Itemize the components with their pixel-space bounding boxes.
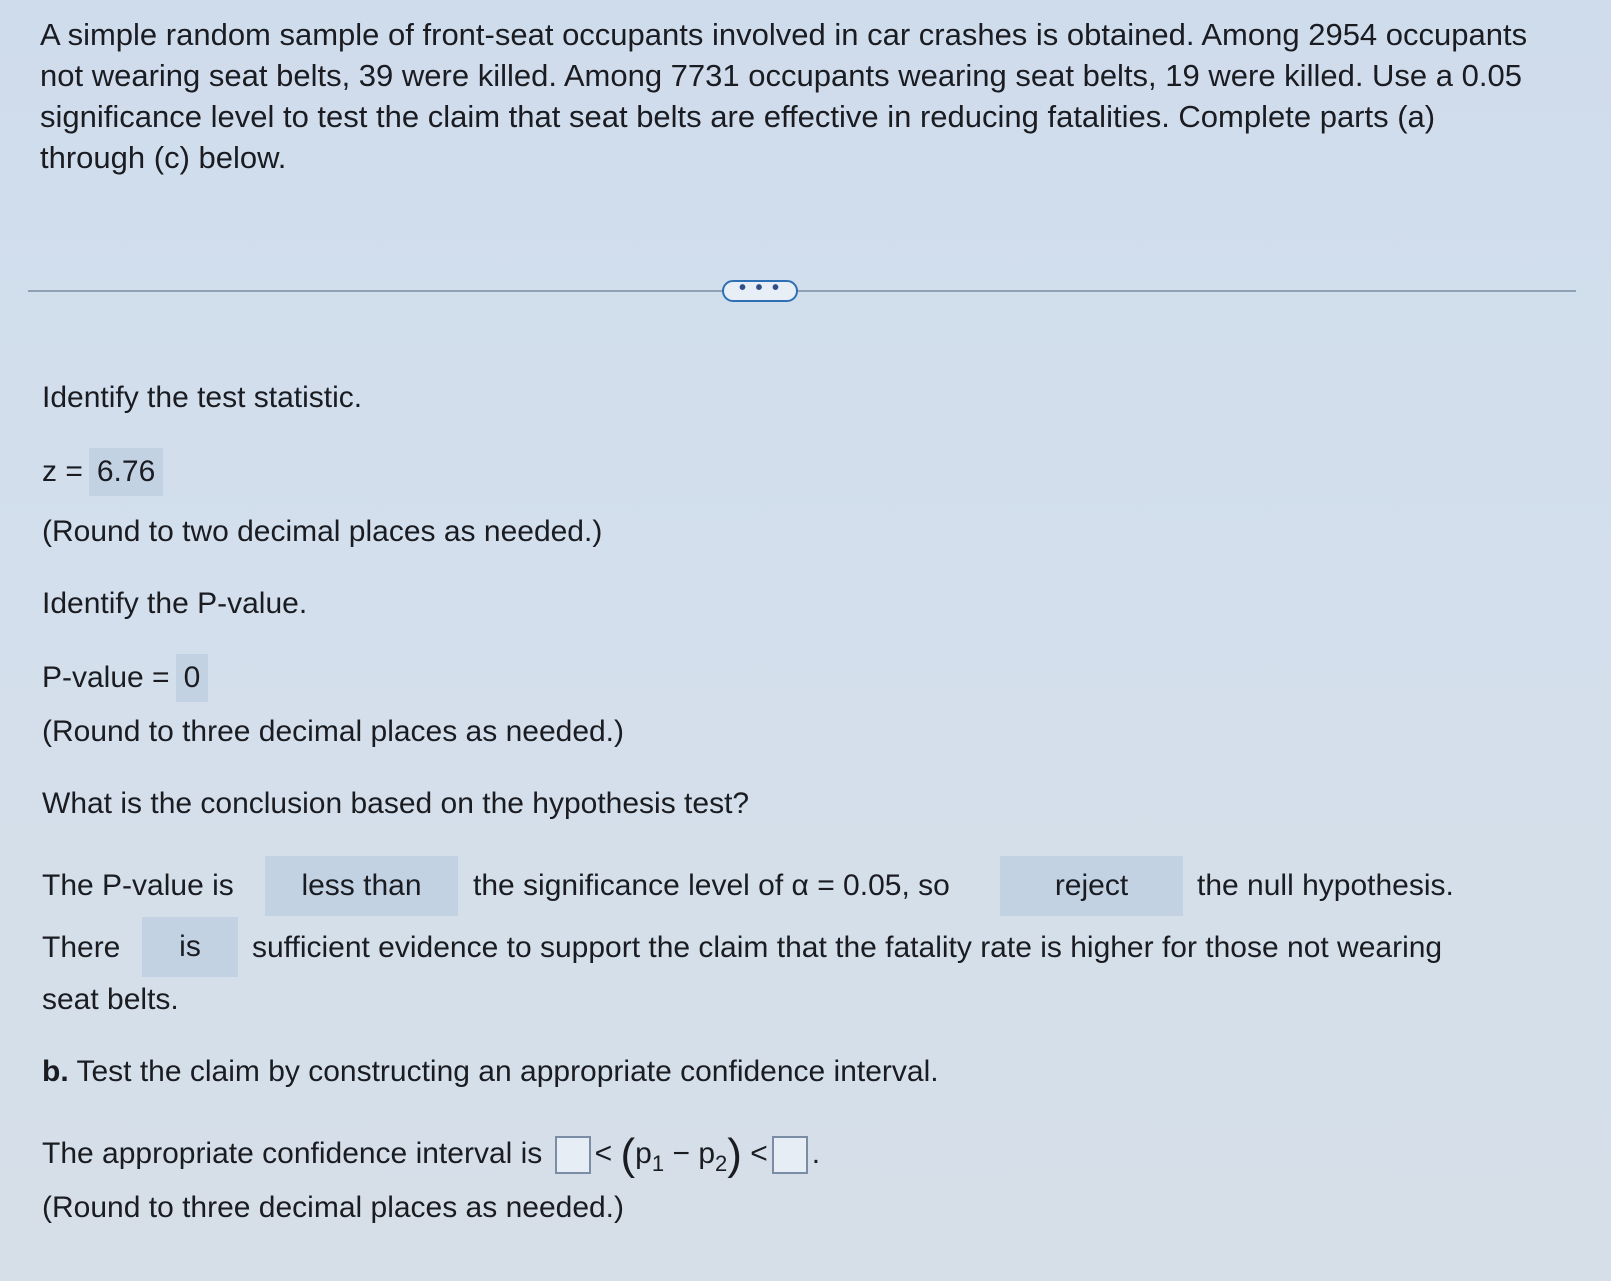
- ci-paren-open: (: [620, 1130, 636, 1179]
- p-value-answer-field[interactable]: 0: [176, 654, 209, 702]
- show-more-button[interactable]: • • •: [722, 280, 798, 302]
- test-statistic-prompt: Identify the test statistic.: [42, 381, 363, 414]
- ci-p2: p: [698, 1137, 716, 1170]
- confidence-interval-row: The appropriate confidence interval is < $(p_1 - p_2)$ < .: [42, 1130, 821, 1179]
- z-answer-field[interactable]: 6.76: [89, 448, 163, 496]
- decision-dropdown[interactable]: reject: [1000, 856, 1183, 916]
- evidence-dropdown[interactable]: is: [142, 917, 238, 977]
- conclusion-text-2: the significance level of α = 0.05, so: [473, 869, 950, 902]
- conclusion-text-5: sufficient evidence to support the claim that the fatality rate is higher for those not wearing: [252, 931, 1443, 964]
- conclusion-text-4: There: [42, 931, 121, 964]
- conclusion-text-1: The P-value is: [42, 869, 234, 902]
- ci-lt-1: <: [594, 1137, 613, 1170]
- part-b-prompt: Test the claim by constructing an appropriate confidence interval.: [76, 1055, 939, 1088]
- p-value-label: P-value =: [42, 661, 170, 694]
- ci-paren-close: ): [727, 1130, 742, 1179]
- comparison-dropdown[interactable]: less than: [265, 856, 458, 916]
- section-divider: [28, 290, 1576, 292]
- conclusion-text-6: seat belts.: [42, 983, 179, 1016]
- ci-minus: −: [672, 1137, 690, 1170]
- ci-lt-2: <: [750, 1137, 768, 1170]
- ci-p1-sub: 1: [651, 1151, 665, 1176]
- question-text: A simple random sample of front-seat occupants involved in car crashes is obtained. Among 2954 occupants not wearing seat belts, 39 were killed. Among 7731 occupants wearing seat belts, 19 were killed. Use a 0.05 significance level to test the claim that seat belts are effective in reducing fatalities. Complete parts (a) through (c) below.: [40, 17, 1528, 175]
- p-value-row: [42, 654, 208, 702]
- ci-upper-bound-input[interactable]: [772, 1136, 808, 1174]
- test-statistic-row: [42, 448, 163, 496]
- conclusion-prompt: What is the conclusion based on the hypothesis test?: [42, 787, 750, 820]
- ci-p2-sub: 2: [715, 1151, 728, 1176]
- part-b-prompt-row: [42, 1052, 939, 1092]
- p-value-rounding-note: (Round to three decimal places as needed.): [42, 715, 625, 748]
- z-rounding-note: (Round to two decimal places as needed.): [42, 515, 603, 548]
- conclusion-text-3: the null hypothesis.: [1197, 869, 1454, 902]
- p-value-prompt: Identify the P-value.: [42, 587, 308, 620]
- ci-p1: p: [635, 1137, 652, 1170]
- z-label: z =: [42, 455, 83, 488]
- part-b-label: b.: [42, 1055, 69, 1088]
- ci-lower-bound-input[interactable]: [555, 1136, 591, 1174]
- ci-rounding-note: (Round to three decimal places as needed.): [42, 1191, 625, 1224]
- ci-text: The appropriate confidence interval is: [42, 1137, 543, 1170]
